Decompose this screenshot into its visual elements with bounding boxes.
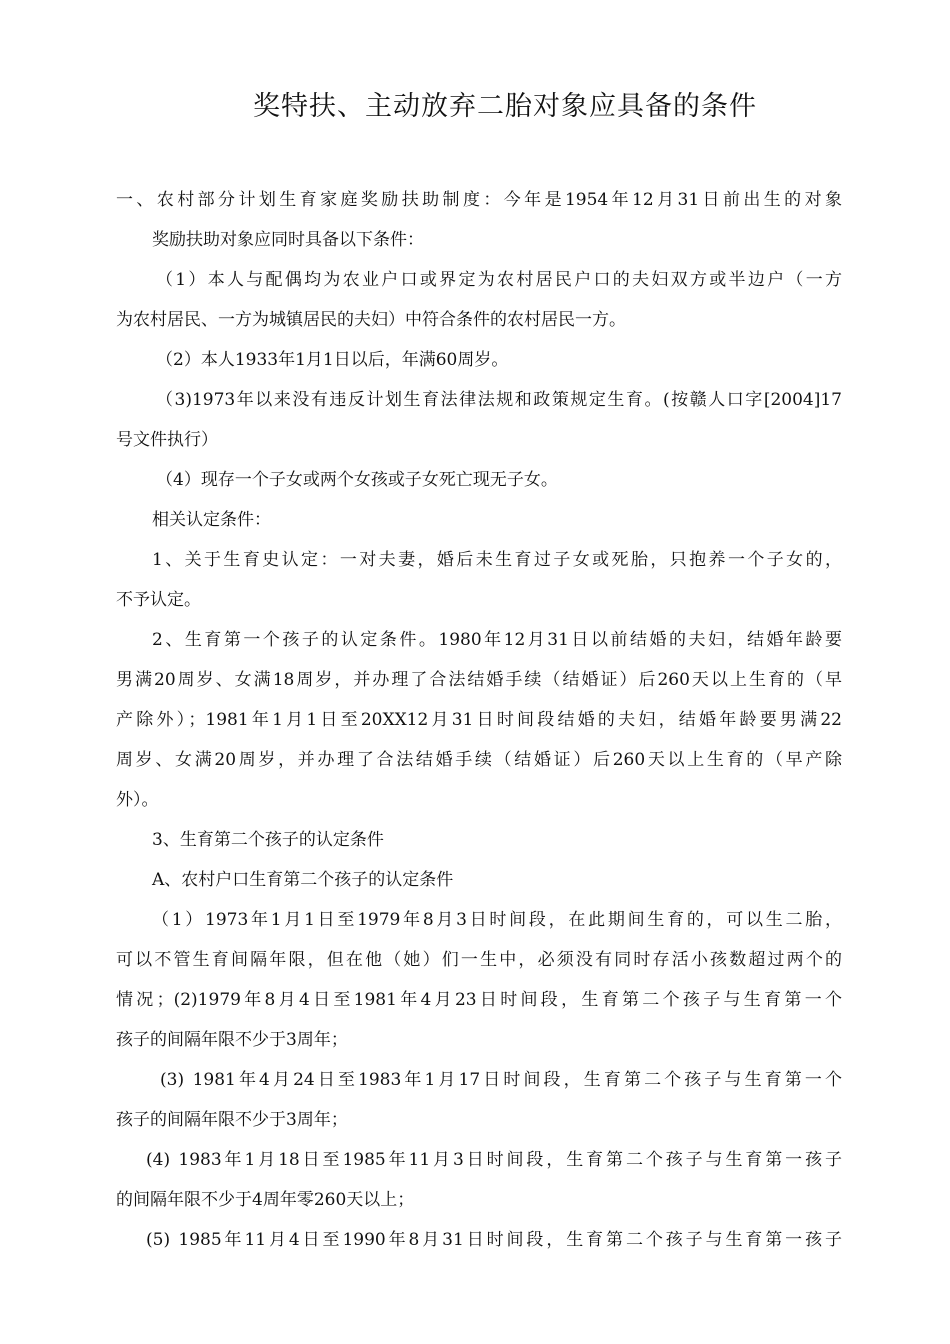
paragraph-line: 可以不管生育间隔年限，但在他（她）们一生中，必须没有同时存活小孩数超过两个的 — [116, 950, 842, 970]
paragraph-line: （2）本人1933年1月1日以后，年满60周岁。 — [156, 350, 509, 370]
paragraph-line: 周岁、女满20周岁，并办理了合法结婚手续（结婚证）后260天以上生育的（早产除 — [116, 750, 842, 770]
paragraph-line: A、农村户口生育第二个孩子的认定条件 — [152, 870, 454, 890]
paragraph-line: 的间隔年限不少于4周年零260天以上； — [116, 1190, 415, 1210]
paragraph-line: 外）。 — [116, 790, 159, 810]
paragraph-line: （1）1973年1月1日至1979年8月3日时间段，在此期间生育的，可以生二胎， — [152, 910, 842, 930]
paragraph-line: (3) 1981年4月24日至1983年1月17日时间段，生育第二个孩子与生育第一个 — [160, 1070, 842, 1090]
paragraph-line: （3)1973年以来没有违反计划生育法律法规和政策规定生育。(按赣人口字[2004]17 — [156, 390, 842, 410]
paragraph-line: 一、农村部分计划生育家庭奖励扶助制度：今年是1954年12月31日前出生的对象 — [116, 190, 842, 210]
paragraph-line: 孩子的间隔年限不少于3周年； — [116, 1030, 348, 1050]
paragraph-line: 为农村居民、一方为城镇居民的夫妇）中符合条件的农村居民一方。 — [116, 310, 626, 330]
paragraph-line: 男满20周岁、女满18周岁，并办理了合法结婚手续（结婚证）后260天以上生育的（早 — [116, 670, 842, 690]
paragraph-line: (4) 1983年1月18日至1985年11月3日时间段，生育第二个孩子与生育第一孩子 — [146, 1150, 842, 1170]
document-body — [116, 180, 842, 1260]
paragraph-line: 奖励扶助对象应同时具备以下条件： — [152, 230, 424, 250]
paragraph-line: 相关认定条件： — [152, 510, 271, 530]
paragraph-line: 3、生育第二个孩子的认定条件 — [152, 830, 384, 850]
paragraph-line: 号文件执行） — [116, 430, 218, 450]
paragraph-line: 情况；(2)1979年8月4日至1981年4月23日时间段，生育第二个孩子与生育第一个 — [116, 990, 842, 1010]
paragraph-line: 1、关于生育史认定：一对夫妻，婚后未生育过子女或死胎，只抱养一个子女的， — [152, 550, 842, 570]
paragraph-line: 产除外）；1981年1月1日至20XX12月31日时间段结婚的夫妇，结婚年龄要男满22 — [116, 710, 842, 730]
paragraph-line: 2、生育第一个孩子的认定条件。1980年12月31日以前结婚的夫妇，结婚年龄要 — [152, 630, 842, 650]
document-title: 奖特扶、主动放弃二胎对象应具备的条件 — [253, 91, 757, 122]
paragraph-line: 不予认定。 — [116, 590, 201, 610]
paragraph-line: （1）本人与配偶均为农业户口或界定为农村居民户口的夫妇双方或半边户（一方 — [156, 270, 842, 290]
paragraph-line: (5) 1985年11月4日至1990年8月31日时间段，生育第二个孩子与生育第一孩子 — [146, 1230, 842, 1250]
paragraph-line: 孩子的间隔年限不少于3周年； — [116, 1110, 348, 1130]
paragraph-line: （4）现存一个子女或两个女孩或子女死亡现无子女。 — [156, 470, 558, 490]
